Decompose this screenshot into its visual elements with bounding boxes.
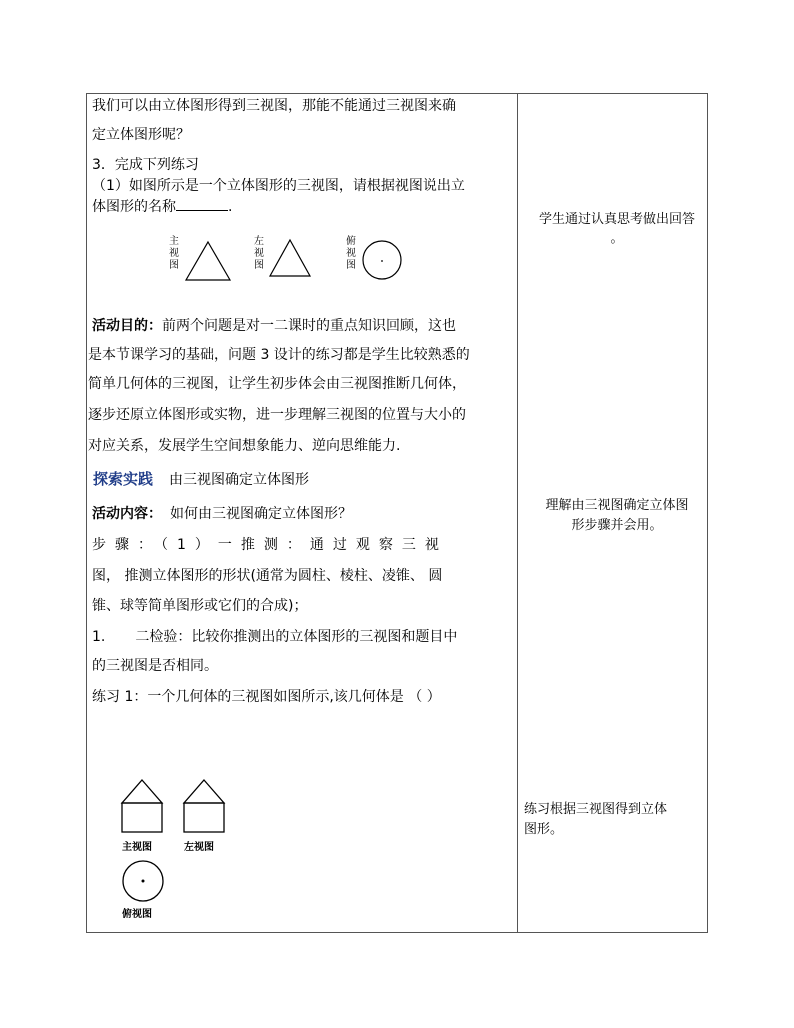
- purpose-line2: 是本节课学习的基础，问题 3 设计的练习都是学生比较熟悉的: [88, 347, 470, 363]
- answer-blank[interactable]: [176, 196, 228, 211]
- section-subtitle: 由三视图确定立体图形: [169, 472, 310, 488]
- note3-line2: 图形。: [524, 822, 564, 837]
- purpose-line5: 对应关系，发展学生空间想象能力、逆向思维能力.: [88, 438, 401, 454]
- purpose-line1-wrap: [92, 316, 456, 336]
- item3-title: 完成下列练习: [114, 157, 199, 173]
- view-label-front-1: 主视图: [169, 236, 179, 271]
- view-label-left-1: 左视图: [254, 236, 264, 271]
- view-label-left-2: 左视图: [184, 842, 214, 853]
- para1-line2: 定立体图形呢？: [92, 127, 190, 143]
- left-view-triangle: [268, 238, 312, 280]
- exercise-1: 练习 1：一个几何体的三视图如图所示,该几何体是 （ ）: [92, 689, 441, 705]
- purpose-line4: 逐步还原立体图形或实物，进一步理解三视图的位置与大小的: [88, 407, 466, 423]
- step2-number: 1.: [92, 629, 106, 645]
- item3-heading: [92, 155, 199, 175]
- step-line3: 锥、球等简单图形或它们的合成)；: [92, 598, 308, 614]
- column-divider: [517, 93, 518, 933]
- step2-line2: 的三视图是否相同。: [92, 658, 218, 674]
- note1-line1: 学生通过认真思考做出回答: [538, 212, 695, 227]
- top-view-circle: [360, 238, 404, 282]
- view-label-top-2: 俯视图: [122, 909, 152, 920]
- content-line-wrap: [92, 504, 352, 524]
- section-title: 探索实践: [93, 470, 154, 488]
- left-view-house: [182, 778, 226, 834]
- para1-line1: 我们可以由立体图形得到三视图，那能不能通过三视图来确: [92, 98, 456, 114]
- note2-line1: 理解由三视图确定立体图: [545, 498, 689, 513]
- q1-line1: （1）如图所示是一个立体图形的三视图，请根据视图说出立: [92, 178, 465, 194]
- item3-number: 3．: [92, 157, 115, 173]
- content-text: 如何由三视图确定立体图形？: [170, 506, 352, 522]
- view-label-top-1: 俯视图: [346, 236, 356, 271]
- purpose-label: 活动目的：: [92, 318, 162, 334]
- q1-line2-wrap: [92, 196, 232, 217]
- note1-line2: 。: [610, 231, 624, 246]
- section-heading: [93, 469, 309, 490]
- front-view-house: [120, 778, 164, 834]
- q1-end: .: [228, 199, 233, 215]
- view-label-front-2: 主视图: [122, 842, 152, 853]
- front-view-triangle: [184, 240, 232, 282]
- top-view-circle-2: [120, 858, 166, 904]
- note2-line2: 形步骤并会用。: [571, 518, 663, 533]
- step2-line1: 二检验：比较你推测出的立体图形的三视图和题目中: [135, 629, 458, 645]
- note3-line1: 练习根据三视图得到立体: [524, 802, 668, 817]
- purpose-line1: 前两个问题是对一二课时的重点知识回顾，这也: [162, 318, 456, 334]
- purpose-line3: 简单几何体的三视图，让学生初步体会由三视图推断几何体，: [88, 376, 466, 392]
- step-line2: 图， 推测立体图形的形状(通常为圆柱、棱柱、凌锥、 圆: [92, 568, 443, 584]
- step2-line1-wrap: [92, 627, 457, 647]
- step-line1: 步骤：（1）一推测：通过观察三视: [92, 537, 448, 553]
- q1-line2: 体图形的名称: [92, 199, 176, 215]
- content-label: 活动内容：: [92, 506, 162, 522]
